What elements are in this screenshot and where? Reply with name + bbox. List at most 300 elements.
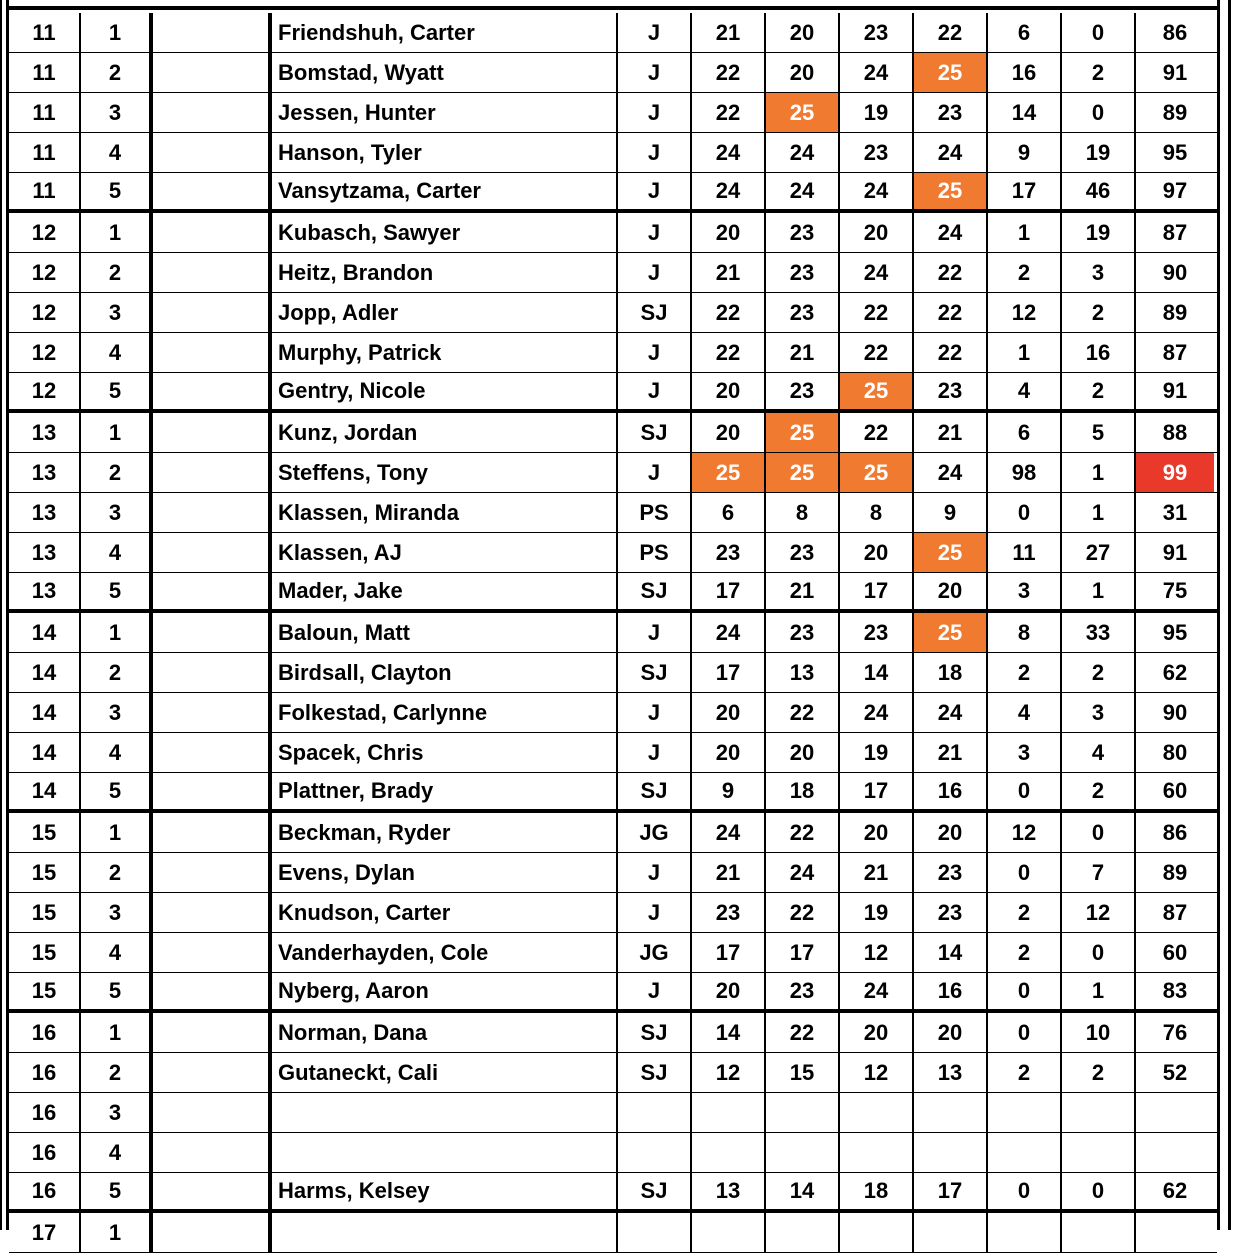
participant-name-cell: Bomstad, Wyatt bbox=[272, 53, 618, 92]
right-border bbox=[1228, 0, 1231, 1230]
level-cell bbox=[618, 1133, 692, 1172]
participant-name-cell: Mader, Jake bbox=[272, 573, 618, 609]
tiebreaker-2-cell: 5 bbox=[1062, 413, 1136, 452]
table-row bbox=[9, 733, 1217, 773]
tiebreaker-2-cell: 2 bbox=[1062, 293, 1136, 332]
station-1-score-cell: 17 bbox=[692, 573, 766, 609]
station-2-score-cell: 15 bbox=[766, 1053, 840, 1092]
tiebreaker-2-cell: 0 bbox=[1062, 1173, 1136, 1209]
station-3-score-cell: 19 bbox=[840, 733, 914, 772]
blank-cell bbox=[153, 133, 272, 172]
tiebreaker-2-cell: 10 bbox=[1062, 1013, 1136, 1052]
tiebreaker-1-cell: 6 bbox=[988, 13, 1062, 52]
team-number-cell: 11 bbox=[9, 53, 81, 92]
participant-name-cell: Hanson, Tyler bbox=[272, 133, 618, 172]
position-number-cell: 3 bbox=[81, 893, 153, 932]
level-cell: J bbox=[618, 733, 692, 772]
table-row bbox=[9, 333, 1217, 373]
position-number-cell: 2 bbox=[81, 453, 153, 492]
total-score-cell: 90 bbox=[1162, 699, 1188, 725]
top-rule bbox=[9, 6, 1217, 10]
station-4-score-cell: 24 bbox=[914, 213, 988, 252]
total-score-cell bbox=[1136, 1093, 1214, 1132]
level-cell: J bbox=[618, 373, 692, 409]
position-number-cell: 3 bbox=[81, 1093, 153, 1132]
station-3-score-cell: 25 bbox=[840, 453, 914, 492]
table-row bbox=[9, 1173, 1217, 1213]
total-score-cell bbox=[1136, 1133, 1214, 1172]
tiebreaker-2-cell: 2 bbox=[1062, 53, 1136, 92]
team-number-cell: 13 bbox=[9, 413, 81, 452]
tiebreaker-1-cell: 17 bbox=[988, 173, 1062, 209]
level-cell: J bbox=[618, 613, 692, 652]
station-2-score-cell: 23 bbox=[766, 533, 840, 572]
participant-name-cell: Jopp, Adler bbox=[272, 293, 618, 332]
station-1-score-cell: 14 bbox=[692, 1013, 766, 1052]
tiebreaker-1-cell: 3 bbox=[988, 733, 1062, 772]
station-2-score-cell bbox=[766, 1133, 840, 1172]
station-3-score-cell: 21 bbox=[840, 853, 914, 892]
station-3-score-cell: 24 bbox=[840, 53, 914, 92]
level-cell: SJ bbox=[618, 293, 692, 332]
total-score-cell: 87 bbox=[1162, 219, 1188, 245]
position-number-cell: 4 bbox=[81, 533, 153, 572]
station-1-score-cell: 24 bbox=[692, 173, 766, 209]
tiebreaker-2-cell: 2 bbox=[1062, 653, 1136, 692]
team-number-cell: 15 bbox=[9, 853, 81, 892]
position-number-cell: 3 bbox=[81, 93, 153, 132]
table-row bbox=[9, 453, 1217, 493]
station-4-score-cell bbox=[914, 1213, 988, 1252]
blank-cell bbox=[153, 933, 272, 972]
tiebreaker-1-cell: 0 bbox=[988, 493, 1062, 532]
station-4-score-cell: 23 bbox=[914, 93, 988, 132]
total-score-cell: 90 bbox=[1162, 259, 1188, 285]
position-number-cell: 5 bbox=[81, 773, 153, 809]
station-3-score-cell: 24 bbox=[840, 253, 914, 292]
table-row bbox=[9, 293, 1217, 333]
station-4-score-cell: 22 bbox=[914, 293, 988, 332]
total-score-cell: 62 bbox=[1162, 659, 1188, 685]
level-cell: PS bbox=[618, 493, 692, 532]
position-number-cell: 5 bbox=[81, 573, 153, 609]
station-4-score-cell: 24 bbox=[914, 453, 988, 492]
station-2-score-cell: 22 bbox=[766, 813, 840, 852]
level-cell: J bbox=[618, 893, 692, 932]
tiebreaker-2-cell: 0 bbox=[1062, 93, 1136, 132]
tiebreaker-1-cell: 14 bbox=[988, 93, 1062, 132]
station-1-score-cell: 17 bbox=[692, 933, 766, 972]
blank-cell bbox=[153, 693, 272, 732]
table-row bbox=[9, 253, 1217, 293]
station-3-score-cell bbox=[840, 1133, 914, 1172]
station-3-score-cell: 19 bbox=[840, 93, 914, 132]
blank-cell bbox=[153, 173, 272, 209]
blank-cell bbox=[153, 333, 272, 372]
station-2-score-cell: 20 bbox=[766, 733, 840, 772]
tiebreaker-1-cell: 4 bbox=[988, 373, 1062, 409]
blank-cell bbox=[153, 1213, 272, 1252]
station-2-score-cell bbox=[766, 1093, 840, 1132]
total-score-cell: 87 bbox=[1162, 339, 1188, 365]
station-3-score-cell: 24 bbox=[840, 973, 914, 1009]
station-2-score-cell bbox=[766, 1213, 840, 1252]
level-cell: J bbox=[618, 133, 692, 172]
level-cell: J bbox=[618, 853, 692, 892]
station-1-score-cell: 20 bbox=[692, 413, 766, 452]
team-number-cell: 12 bbox=[9, 213, 81, 252]
station-2-score-cell: 20 bbox=[766, 53, 840, 92]
left-border bbox=[0, 0, 2, 1230]
participant-name-cell bbox=[272, 1213, 618, 1252]
position-number-cell: 2 bbox=[81, 853, 153, 892]
tiebreaker-2-cell: 0 bbox=[1062, 813, 1136, 852]
station-1-score-cell: 20 bbox=[692, 373, 766, 409]
station-4-score-cell: 25 bbox=[914, 533, 988, 572]
tiebreaker-1-cell: 2 bbox=[988, 1053, 1062, 1092]
table-row bbox=[9, 813, 1217, 853]
tiebreaker-1-cell: 2 bbox=[988, 893, 1062, 932]
participant-name-cell: Plattner, Brady bbox=[272, 773, 618, 809]
position-number-cell: 2 bbox=[81, 1053, 153, 1092]
results-sheet bbox=[6, 0, 1220, 1245]
position-number-cell: 3 bbox=[81, 693, 153, 732]
table-row bbox=[9, 973, 1217, 1013]
position-number-cell: 3 bbox=[81, 493, 153, 532]
tiebreaker-1-cell: 2 bbox=[988, 933, 1062, 972]
total-score-cell: 86 bbox=[1162, 19, 1188, 45]
station-2-score-cell: 24 bbox=[766, 133, 840, 172]
total-score-cell: 87 bbox=[1162, 899, 1188, 925]
level-cell: J bbox=[618, 693, 692, 732]
team-number-cell: 11 bbox=[9, 133, 81, 172]
station-2-score-cell: 25 bbox=[766, 93, 840, 132]
station-2-score-cell: 23 bbox=[766, 293, 840, 332]
position-number-cell: 5 bbox=[81, 1173, 153, 1209]
station-4-score-cell: 17 bbox=[914, 1173, 988, 1209]
blank-cell bbox=[153, 653, 272, 692]
station-3-score-cell: 24 bbox=[840, 693, 914, 732]
station-3-score-cell: 20 bbox=[840, 213, 914, 252]
team-number-cell: 14 bbox=[9, 773, 81, 809]
participant-name-cell: Heitz, Brandon bbox=[272, 253, 618, 292]
table-row bbox=[9, 13, 1217, 53]
station-3-score-cell: 22 bbox=[840, 333, 914, 372]
tiebreaker-2-cell: 12 bbox=[1062, 893, 1136, 932]
participant-name-cell bbox=[272, 1093, 618, 1132]
team-number-cell: 16 bbox=[9, 1133, 81, 1172]
station-2-score-cell: 23 bbox=[766, 373, 840, 409]
blank-cell bbox=[153, 973, 272, 1009]
station-4-score-cell: 25 bbox=[914, 613, 988, 652]
total-score-cell: 86 bbox=[1162, 819, 1188, 845]
station-3-score-cell: 23 bbox=[840, 13, 914, 52]
station-4-score-cell: 13 bbox=[914, 1053, 988, 1092]
participant-name-cell: Murphy, Patrick bbox=[272, 333, 618, 372]
total-score-cell: 75 bbox=[1162, 578, 1188, 603]
level-cell: SJ bbox=[618, 773, 692, 809]
station-4-score-cell: 21 bbox=[914, 413, 988, 452]
tiebreaker-1-cell: 16 bbox=[988, 53, 1062, 92]
station-1-score-cell: 24 bbox=[692, 133, 766, 172]
table-row bbox=[9, 893, 1217, 933]
table-row bbox=[9, 533, 1217, 573]
station-2-score-cell: 18 bbox=[766, 773, 840, 809]
position-number-cell: 4 bbox=[81, 1133, 153, 1172]
participant-name-cell: Beckman, Ryder bbox=[272, 813, 618, 852]
tiebreaker-2-cell: 19 bbox=[1062, 213, 1136, 252]
table-row bbox=[9, 1133, 1217, 1173]
participant-name-cell: Norman, Dana bbox=[272, 1013, 618, 1052]
tiebreaker-2-cell: 3 bbox=[1062, 693, 1136, 732]
tiebreaker-2-cell: 19 bbox=[1062, 133, 1136, 172]
participant-name-cell: Nyberg, Aaron bbox=[272, 973, 618, 1009]
table-row bbox=[9, 53, 1217, 93]
position-number-cell: 4 bbox=[81, 933, 153, 972]
team-number-cell: 16 bbox=[9, 1093, 81, 1132]
team-number-cell: 13 bbox=[9, 493, 81, 532]
blank-cell bbox=[153, 573, 272, 609]
total-score-cell: 31 bbox=[1162, 499, 1188, 525]
tiebreaker-1-cell: 0 bbox=[988, 853, 1062, 892]
table-row bbox=[9, 613, 1217, 653]
table-row bbox=[9, 133, 1217, 173]
team-number-cell: 14 bbox=[9, 693, 81, 732]
participant-name-cell: Klassen, Miranda bbox=[272, 493, 618, 532]
station-1-score-cell: 22 bbox=[692, 333, 766, 372]
team-number-cell: 16 bbox=[9, 1053, 81, 1092]
station-4-score-cell: 23 bbox=[914, 893, 988, 932]
station-4-score-cell: 24 bbox=[914, 693, 988, 732]
team-number-cell: 12 bbox=[9, 293, 81, 332]
table-row bbox=[9, 933, 1217, 973]
team-number-cell: 16 bbox=[9, 1173, 81, 1209]
team-number-cell: 14 bbox=[9, 653, 81, 692]
tiebreaker-2-cell: 0 bbox=[1062, 933, 1136, 972]
station-1-score-cell: 25 bbox=[692, 453, 766, 492]
team-number-cell: 12 bbox=[9, 373, 81, 409]
table-row bbox=[9, 653, 1217, 693]
participant-name-cell: Folkestad, Carlynne bbox=[272, 693, 618, 732]
position-number-cell: 1 bbox=[81, 13, 153, 52]
tiebreaker-2-cell: 1 bbox=[1062, 493, 1136, 532]
participant-name-cell: Birdsall, Clayton bbox=[272, 653, 618, 692]
station-1-score-cell: 17 bbox=[692, 653, 766, 692]
station-4-score-cell: 21 bbox=[914, 733, 988, 772]
position-number-cell: 1 bbox=[81, 213, 153, 252]
station-2-score-cell: 24 bbox=[766, 853, 840, 892]
team-number-cell: 12 bbox=[9, 253, 81, 292]
position-number-cell: 2 bbox=[81, 253, 153, 292]
tiebreaker-2-cell: 0 bbox=[1062, 13, 1136, 52]
team-number-cell: 11 bbox=[9, 13, 81, 52]
level-cell: J bbox=[618, 13, 692, 52]
position-number-cell: 2 bbox=[81, 53, 153, 92]
blank-cell bbox=[153, 1013, 272, 1052]
participant-name-cell: Knudson, Carter bbox=[272, 893, 618, 932]
tiebreaker-1-cell: 0 bbox=[988, 1013, 1062, 1052]
station-3-score-cell bbox=[840, 1213, 914, 1252]
station-2-score-cell: 25 bbox=[766, 413, 840, 452]
station-3-score-cell: 24 bbox=[840, 173, 914, 209]
participant-name-cell: Jessen, Hunter bbox=[272, 93, 618, 132]
team-number-cell: 12 bbox=[9, 333, 81, 372]
level-cell bbox=[618, 1093, 692, 1132]
station-1-score-cell: 9 bbox=[692, 773, 766, 809]
blank-cell bbox=[153, 1093, 272, 1132]
participant-name-cell: Baloun, Matt bbox=[272, 613, 618, 652]
tiebreaker-2-cell bbox=[1062, 1093, 1136, 1132]
participant-name-cell: Vansytzama, Carter bbox=[272, 173, 618, 209]
station-4-score-cell: 22 bbox=[914, 333, 988, 372]
station-2-score-cell: 13 bbox=[766, 653, 840, 692]
team-number-cell: 13 bbox=[9, 533, 81, 572]
blank-cell bbox=[153, 373, 272, 409]
station-1-score-cell bbox=[692, 1093, 766, 1132]
blank-cell bbox=[153, 853, 272, 892]
position-number-cell: 1 bbox=[81, 1213, 153, 1252]
station-3-score-cell: 25 bbox=[840, 373, 914, 409]
level-cell: J bbox=[618, 253, 692, 292]
station-4-score-cell: 23 bbox=[914, 373, 988, 409]
team-number-cell: 16 bbox=[9, 1013, 81, 1052]
blank-cell bbox=[153, 773, 272, 809]
blank-cell bbox=[153, 1133, 272, 1172]
team-number-cell: 14 bbox=[9, 613, 81, 652]
team-number-cell: 13 bbox=[9, 453, 81, 492]
level-cell: J bbox=[618, 973, 692, 1009]
tiebreaker-1-cell bbox=[988, 1133, 1062, 1172]
level-cell: JG bbox=[618, 933, 692, 972]
team-number-cell: 13 bbox=[9, 573, 81, 609]
station-4-score-cell: 9 bbox=[914, 493, 988, 532]
level-cell: J bbox=[618, 173, 692, 209]
station-3-score-cell: 17 bbox=[840, 573, 914, 609]
station-3-score-cell: 18 bbox=[840, 1173, 914, 1209]
level-cell: SJ bbox=[618, 1173, 692, 1209]
blank-cell bbox=[153, 453, 272, 492]
participant-name-cell: Klassen, AJ bbox=[272, 533, 618, 572]
station-2-score-cell: 14 bbox=[766, 1173, 840, 1209]
station-2-score-cell: 23 bbox=[766, 973, 840, 1009]
table-row bbox=[9, 1213, 1217, 1253]
station-2-score-cell: 22 bbox=[766, 1013, 840, 1052]
level-cell bbox=[618, 1213, 692, 1252]
station-2-score-cell: 22 bbox=[766, 893, 840, 932]
blank-cell bbox=[153, 813, 272, 852]
tiebreaker-2-cell: 46 bbox=[1062, 173, 1136, 209]
level-cell: SJ bbox=[618, 1013, 692, 1052]
tiebreaker-2-cell: 4 bbox=[1062, 733, 1136, 772]
station-2-score-cell: 8 bbox=[766, 493, 840, 532]
tiebreaker-2-cell: 33 bbox=[1062, 613, 1136, 652]
station-3-score-cell: 14 bbox=[840, 653, 914, 692]
total-score-cell: 83 bbox=[1162, 978, 1188, 1003]
team-number-cell: 11 bbox=[9, 173, 81, 209]
total-score-cell: 97 bbox=[1162, 178, 1188, 203]
station-4-score-cell: 22 bbox=[914, 13, 988, 52]
tiebreaker-1-cell: 11 bbox=[988, 533, 1062, 572]
team-number-cell: 14 bbox=[9, 733, 81, 772]
position-number-cell: 5 bbox=[81, 173, 153, 209]
tiebreaker-2-cell: 2 bbox=[1062, 773, 1136, 809]
station-1-score-cell: 22 bbox=[692, 293, 766, 332]
station-1-score-cell: 21 bbox=[692, 13, 766, 52]
team-number-cell: 11 bbox=[9, 93, 81, 132]
blank-cell bbox=[153, 1173, 272, 1209]
team-number-cell: 15 bbox=[9, 893, 81, 932]
total-score-cell bbox=[1136, 1213, 1214, 1252]
tiebreaker-2-cell: 3 bbox=[1062, 253, 1136, 292]
level-cell: SJ bbox=[618, 653, 692, 692]
tiebreaker-1-cell bbox=[988, 1213, 1062, 1252]
station-4-score-cell bbox=[914, 1093, 988, 1132]
table-row bbox=[9, 1093, 1217, 1133]
tiebreaker-1-cell: 0 bbox=[988, 1173, 1062, 1209]
level-cell: SJ bbox=[618, 1053, 692, 1092]
level-cell: JG bbox=[618, 813, 692, 852]
participant-name-cell: Spacek, Chris bbox=[272, 733, 618, 772]
station-1-score-cell: 24 bbox=[692, 613, 766, 652]
table-row bbox=[9, 213, 1217, 253]
tiebreaker-1-cell bbox=[988, 1093, 1062, 1132]
blank-cell bbox=[153, 493, 272, 532]
table-row bbox=[9, 1053, 1217, 1093]
table-row bbox=[9, 93, 1217, 133]
total-score-cell: 60 bbox=[1162, 778, 1188, 803]
total-score-cell: 91 bbox=[1162, 59, 1188, 85]
station-3-score-cell: 20 bbox=[840, 1013, 914, 1052]
station-2-score-cell: 17 bbox=[766, 933, 840, 972]
station-1-score-cell: 23 bbox=[692, 893, 766, 932]
tiebreaker-2-cell: 7 bbox=[1062, 853, 1136, 892]
tiebreaker-1-cell: 8 bbox=[988, 613, 1062, 652]
station-3-score-cell: 23 bbox=[840, 613, 914, 652]
station-1-score-cell: 22 bbox=[692, 53, 766, 92]
position-number-cell: 1 bbox=[81, 1013, 153, 1052]
level-cell: SJ bbox=[618, 413, 692, 452]
blank-cell bbox=[153, 253, 272, 292]
total-score-cell: 88 bbox=[1162, 419, 1188, 445]
table-row bbox=[9, 413, 1217, 453]
blank-cell bbox=[153, 93, 272, 132]
station-4-score-cell bbox=[914, 1133, 988, 1172]
total-score-cell: 89 bbox=[1162, 99, 1188, 125]
total-score-cell: 52 bbox=[1162, 1059, 1188, 1085]
station-4-score-cell: 16 bbox=[914, 973, 988, 1009]
tiebreaker-1-cell: 0 bbox=[988, 973, 1062, 1009]
station-1-score-cell: 12 bbox=[692, 1053, 766, 1092]
blank-cell bbox=[153, 533, 272, 572]
station-1-score-cell: 6 bbox=[692, 493, 766, 532]
level-cell: J bbox=[618, 93, 692, 132]
station-4-score-cell: 14 bbox=[914, 933, 988, 972]
participant-name-cell: Friendshuh, Carter bbox=[272, 13, 618, 52]
station-3-score-cell: 12 bbox=[840, 1053, 914, 1092]
station-1-score-cell: 23 bbox=[692, 533, 766, 572]
position-number-cell: 4 bbox=[81, 733, 153, 772]
level-cell: J bbox=[618, 213, 692, 252]
tiebreaker-2-cell: 16 bbox=[1062, 333, 1136, 372]
station-1-score-cell: 20 bbox=[692, 733, 766, 772]
tiebreaker-1-cell: 2 bbox=[988, 653, 1062, 692]
level-cell: J bbox=[618, 333, 692, 372]
station-1-score-cell: 20 bbox=[692, 973, 766, 1009]
station-3-score-cell: 20 bbox=[840, 813, 914, 852]
team-number-cell: 15 bbox=[9, 813, 81, 852]
station-3-score-cell: 12 bbox=[840, 933, 914, 972]
total-score-cell: 89 bbox=[1162, 299, 1188, 325]
